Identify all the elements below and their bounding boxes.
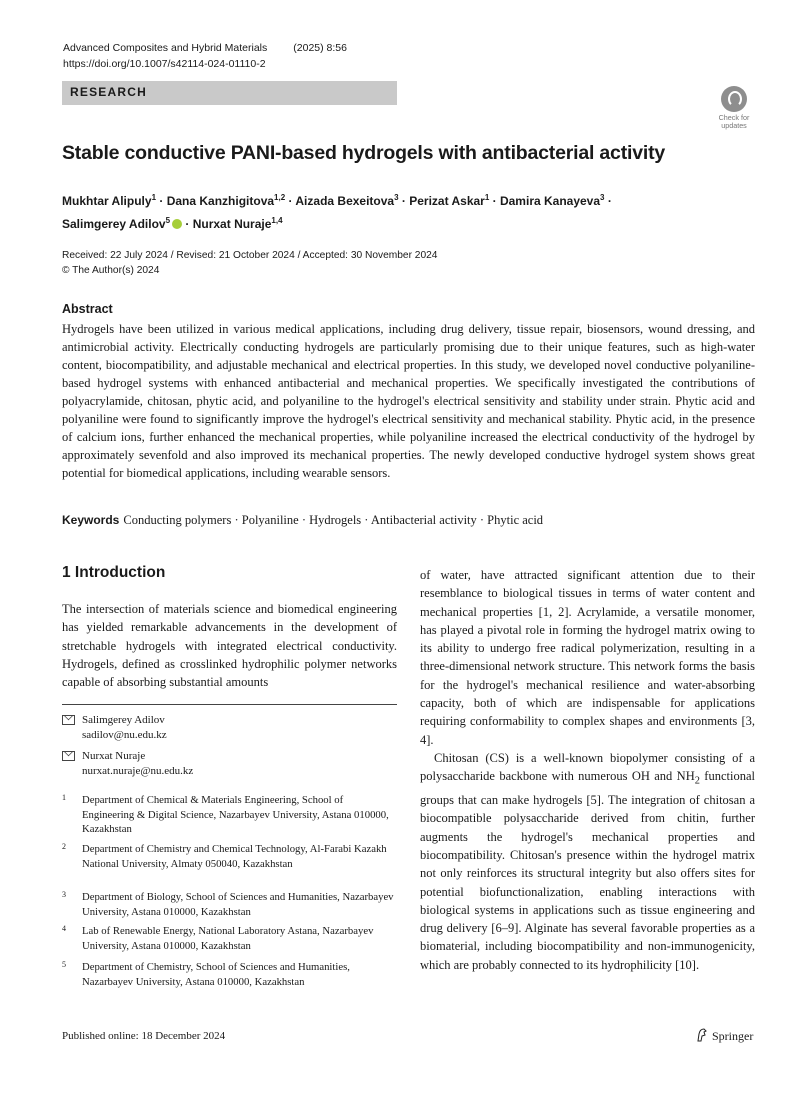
correspondence-item (62, 749, 397, 779)
abstract-heading: Abstract (62, 302, 113, 316)
correspondence-name: Nurxat Nuraje (82, 750, 146, 762)
doi-link[interactable]: https://doi.org/10.1007/s42114-024-01110-2 (63, 58, 266, 70)
author-list: Mukhtar Alipuly$^1$ · Dana Kanzhigitova$^{1,2}$ · Aizada Bexeitova$^3$ · Perizat Askar$^1$ · Damira Kanayeva$^3$ · Salimgerey Adilov$^5$ · Nurxat Nuraje$^{1,4}$ (62, 193, 612, 231)
check-for-updates-label: Check for updates (718, 113, 750, 130)
abstract-text: Hydrogels have been utilized in various medical applications, including drug delivery, tissue repair, biosensors, wound dressing, and antimicrobial activity. Electrically conducting hydrogels are particularly promising due to their unique features, such as high-water content, biocompatibility, and adjustable mechanical and electrical properties. In this study, we developed novel conductive polyaniline-based hydrogel systems with enhanced antibacterial and mechanical properties. We specifically investigated the contributions of polyacrylamide, chitosan, phytic acid, and polyaniline to the hydrogel's electrical sensitivity and stability under strain. Phytic acid and polyaniline were found to significantly improve the hydrogel's electrical sensitivity and mechanical stability. Phytic acid, in the presence of calcium ions, further enhanced the mechanical properties, while polyaniline increased the electrical conductivity of the hydrogel by approximately sevenfold and also improved its mechanical properties. The newly developed conductive hydrogel system shows great potential for biomedical applications, including wearable sensors. (62, 322, 755, 480)
affiliation: 2 Department of Chemistry and Chemical Technology, Al-Farabi Kazakh National University, Almaty 050040, Kazakhstan (62, 842, 387, 870)
keywords (62, 513, 762, 528)
publisher-logo (696, 1028, 753, 1044)
paragraph: of water, have attracted significant attention due to their resemblance to biological tissues in terms of water content and mechanical properties [1, 2]. Acrylamide, a versatile monomer, has played a pivotal role in forming the hydrogel matrix owing to its ability to undergo free radical polymerization, resulting in a three-dimensional network structure. This network forms the basis for the hydrogel's mechanical resilience and water-absorbing capacity, both of which are indispensable for applications requiring conformability to complex shapes and environments [3, 4]. (420, 568, 755, 747)
affiliation: 1 Department of Chemical & Materials Engineering, School of Engineering & Digital Science, Nazarbayev University, Astana 010000, Kazakhstan (62, 793, 389, 835)
affiliation: 4 Lab of Renewable Energy, National Laboratory Astana, Nazarbayev University, Astana 010000, Kazakhstan (62, 924, 374, 952)
paragraph: The intersection of materials science and biomedical engineering has yielded remarkable advancements in the development of stretchable hydrogels with integrated electrical conductivity. Hydrogels, defined as crosslinked hydrophilic polymer networks capable of absorbing substantial amounts (62, 602, 397, 690)
orcid-icon[interactable] (172, 219, 182, 229)
copyright: © The Author(s) 2024 (62, 265, 160, 276)
intro-left-column (62, 600, 397, 691)
footnote-divider (62, 704, 397, 705)
correspondence-name: Salimgerey Adilov (82, 714, 165, 726)
journal-name: Advanced Composites and Hybrid Materials (63, 42, 268, 54)
author[interactable]: Damira Kanayeva (499, 194, 601, 208)
check-for-updates-badge[interactable] (712, 86, 756, 130)
history-dates: Received: 22 July 2024 / Revised: 21 October 2024 / Accepted: 30 November 2024 (62, 250, 438, 261)
journal-volume: (2025) 8:56 (293, 42, 347, 54)
author[interactable]: Aizada Bexeitova (295, 194, 395, 208)
correspondence-item (62, 713, 397, 743)
author[interactable]: Perizat Askar (409, 194, 485, 208)
section-label-band (62, 81, 397, 105)
keywords-list: Conducting polymers · Polyaniline · Hydrogels · Antibacterial activity · Phytic acid (123, 513, 544, 527)
author[interactable]: Mukhtar Alipuly (62, 194, 152, 208)
publisher-name: Springer (712, 1029, 754, 1043)
journal-header (63, 40, 347, 72)
author[interactable]: Nurxat Nuraje (192, 217, 272, 231)
article-dates (62, 248, 762, 278)
correspondence-email[interactable]: sadilov@nu.edu.kz (82, 729, 167, 741)
paragraph: Chitosan (CS) is a well-known biopolymer consisting of a polysaccharide backbone with numerous OH and $NH_2$ functional groups that can make hydrogels [5]. The integration of chitosan a biocompatible polysaccharide derived from chitin, further augments the hydrogel's mechanical properties and biocompatibility. Chitosan's presence within the hydrogel matrix not only reinforces its structural integrity but also offers sites for potential biofunctionalization, enabling interactions with biological systems in applications such as tissue engineering and drug delivery [6–9]. Alginate has several favorable properties as a biomaterial, including biocompatibility and non-immunogenicity, which are probably connected to its hydrophilicity [10]. (420, 750, 755, 972)
springer-horse-icon (696, 1028, 708, 1042)
affiliation: 5 Department of Chemistry, School of Sciences and Humanities, Nazarbayev University, Astana 010000, Kazakhstan (62, 960, 350, 988)
correspondence-email[interactable]: nurxat.nuraje@nu.edu.kz (82, 765, 194, 777)
check-for-updates-icon (721, 86, 747, 112)
author[interactable]: Dana Kanzhigitova (166, 194, 275, 208)
affiliation: 3 Department of Biology, School of Sciences and Humanities, Nazarbayev University, Astana 010000, Kazakhstan (62, 890, 394, 918)
keywords-label: Keywords (62, 513, 120, 527)
author[interactable]: Salimgerey Adilov (62, 217, 166, 231)
published-date: Published online: 18 December 2024 (62, 1030, 226, 1042)
envelope-icon (62, 715, 75, 725)
section-label: RESEARCH (70, 85, 147, 99)
intro-right-column (420, 566, 755, 974)
paper-title: Stable conductive PANI-based hydrogels with antibacterial activity (62, 142, 666, 164)
envelope-icon (62, 751, 75, 761)
section-heading-introduction: 1 Introduction (62, 564, 166, 581)
